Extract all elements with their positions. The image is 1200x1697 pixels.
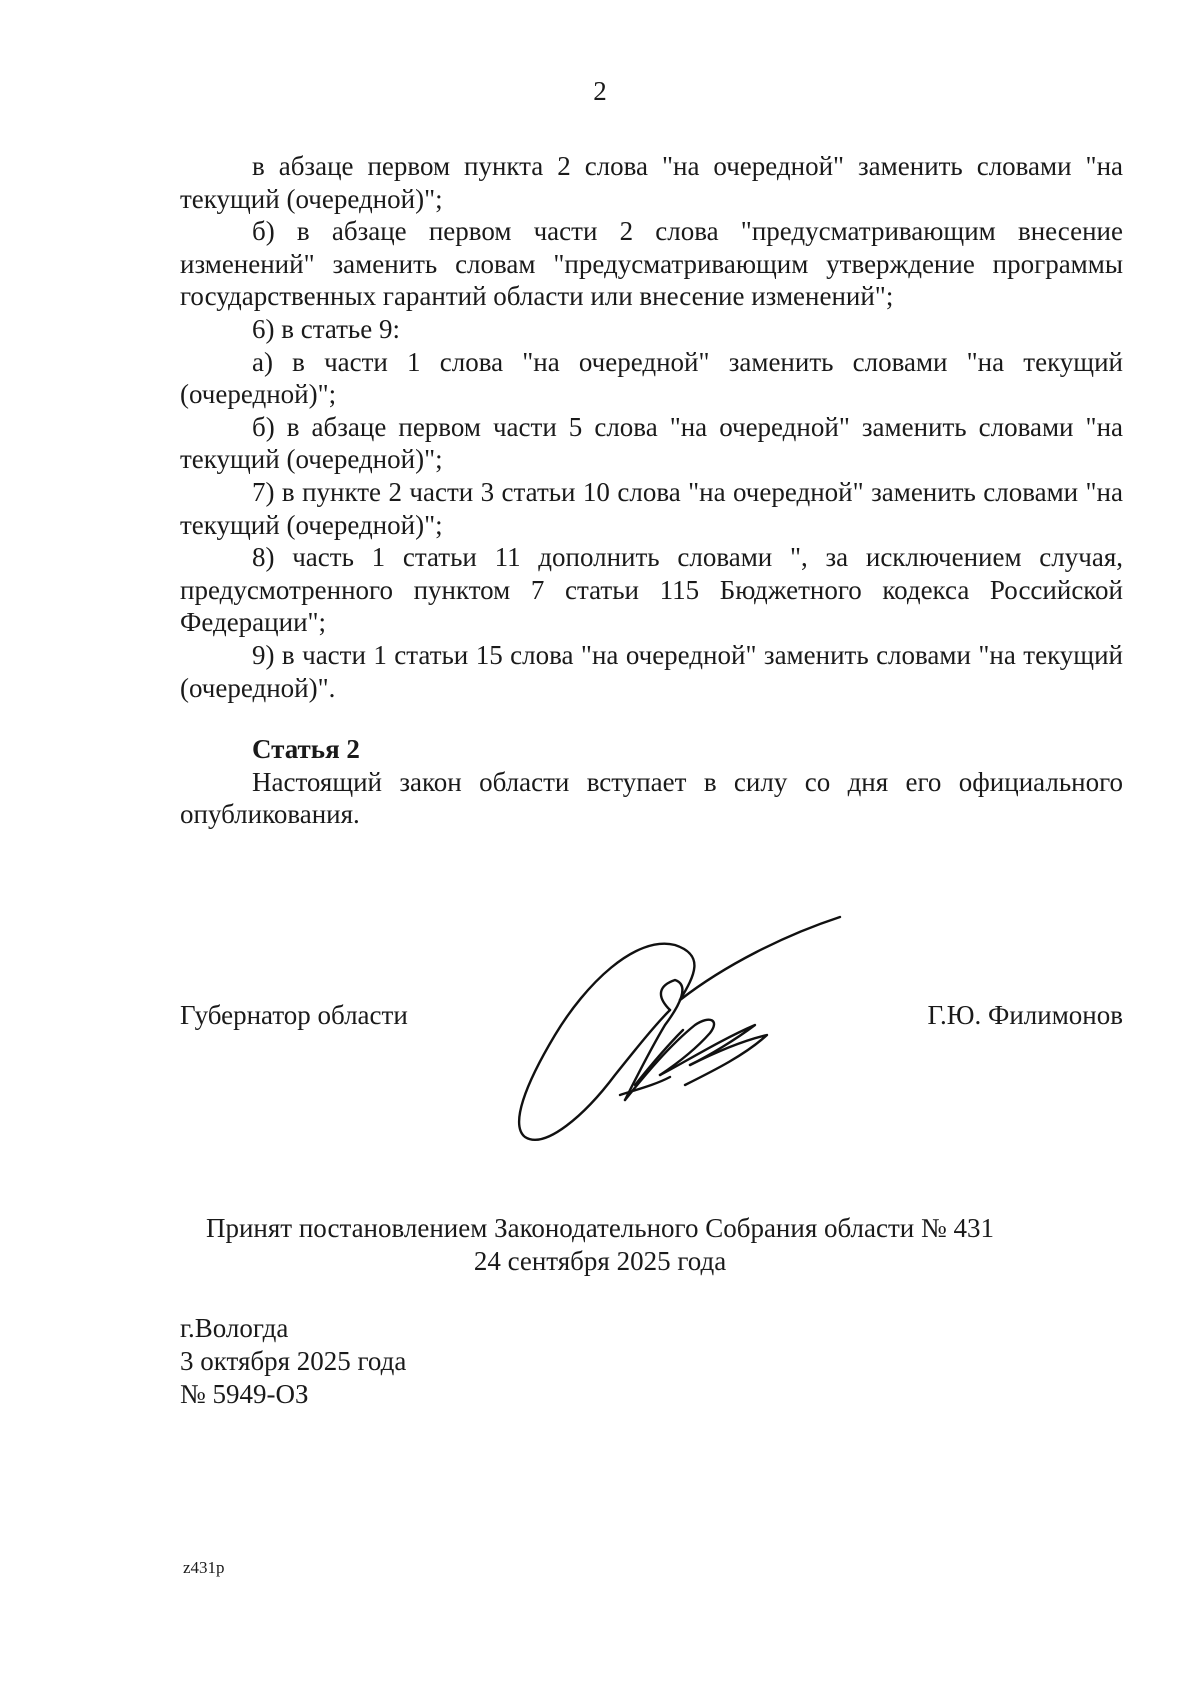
city: г.Вологда: [180, 1313, 289, 1343]
adoption-note: [0, 1212, 1200, 1278]
article-text: Настоящий закон области вступает в силу со дня его официального опубликования.: [180, 766, 1123, 830]
adoption-line: Принят постановлением Законодательного Собрания области № 431: [205, 1213, 995, 1243]
law-number: № 5949-ОЗ: [180, 1379, 309, 1409]
article-heading: Статья 2: [252, 734, 360, 764]
handwritten-signature: [505, 915, 845, 1145]
page-number: 2: [593, 76, 607, 106]
place-date-block: [180, 1312, 406, 1411]
signatory-name: Г.Ю. Филимонов: [927, 1000, 1123, 1030]
article-2: [180, 733, 1123, 831]
amendment-paragraph: 8) часть 1 статьи 11 дополнить словами ", за исключением случая, предусмотренного пунктом 7 статьи 115 Бюджетного кодекса Российской Федерации";: [180, 542, 1123, 638]
adoption-date: 24 сентября 2025 года: [473, 1246, 727, 1276]
document-code: z431p: [183, 1558, 225, 1577]
amendment-paragraph: 9) в части 1 статьи 15 слова "на очередной" заменить словами "на текущий (очередной)".: [180, 639, 1123, 703]
amendment-paragraph: в абзаце первом пункта 2 слова "на очередной" заменить словами "на текущий (очередной)";: [180, 151, 1123, 214]
amendment-paragraph: б) в абзаце первом части 2 слова "предусматривающим внесение изменений" заменить словам "предусматривающим утверждение программы государственных гарантий области или внесение изменений";: [180, 216, 1123, 312]
amendment-paragraph: 6) в статье 9:: [252, 313, 400, 344]
amendment-paragraph: а) в части 1 слова "на очередной" заменить словами "на текущий (очередной)";: [180, 346, 1123, 410]
amendment-paragraph: 7) в пункте 2 части 3 статьи 10 слова "на очередной" заменить словами "на текущий (очередной)";: [180, 476, 1123, 540]
signatory-position: Губернатор области: [180, 1000, 408, 1030]
signing-date: 3 октября 2025 года: [180, 1346, 407, 1376]
amendments-list: [180, 150, 1123, 704]
amendment-paragraph: б) в абзаце первом части 5 слова "на очередной" заменить словами "на текущий (очередной)";: [180, 411, 1123, 475]
